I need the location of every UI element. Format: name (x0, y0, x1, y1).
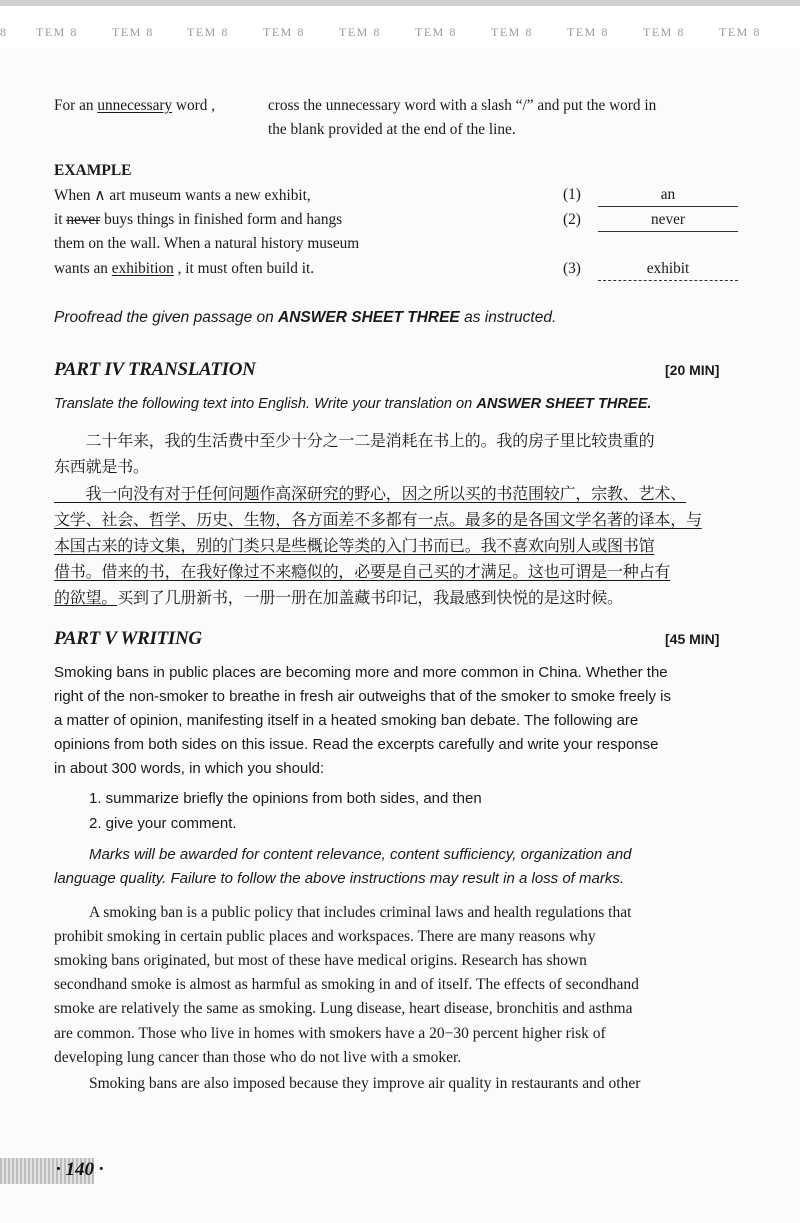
writing-task: 1. summarize briefly the opinions from both sides, and then (89, 790, 482, 807)
header-tem-label: TEM 8 (491, 25, 533, 39)
example-line: When ∧ art museum wants a new exhibit, (54, 187, 311, 204)
writing-prompt-line: Smoking bans in public places are becoming more and more common in China. Whether the (54, 664, 668, 681)
answer-number: (2) (563, 211, 581, 228)
header-tem-label: TEM 8 (643, 25, 685, 39)
instruction-label-word: unnecessary (97, 97, 173, 114)
example-line: it never buys things in finished form and hangs (54, 211, 343, 228)
instruction-label: For an unnecessary word , (54, 97, 216, 114)
page-number: · 140 · (56, 1159, 104, 1180)
part4-title: PART IV TRANSLATION (54, 359, 256, 380)
header-tem-label: TEM 8 (36, 25, 78, 39)
instruction-text-line1: cross the unnecessary word with a slash “/” and put the word in (268, 97, 657, 114)
translation-line: 借书。借来的书，在我好像过不来瘾似的，必要是自己买的才满足。这也可谓是一种占有 (54, 562, 671, 581)
passage-line: smoke are relatively the same as smoking. Lung disease, heart disease, bronchitis and asthma (54, 1000, 633, 1017)
part4-time: [20 MIN] (665, 362, 720, 378)
header-tem-label: TEM 8 (567, 25, 609, 39)
marks-note-line: Marks will be awarded for content relevance, content sufficiency, organization and (89, 846, 632, 863)
translation-line: 我一向没有对于任何问题作高深研究的野心，因之所以买的书范围较广，宗教、艺术、 (54, 484, 687, 503)
caret-mark: ∧ (94, 187, 106, 204)
header-tem-label: TEM 8 (263, 25, 305, 39)
writing-prompt-line: in about 300 words, in which you should: (54, 760, 325, 777)
writing-prompt-line: a matter of opinion, manifesting itself in a heated smoking ban debate. The following are (54, 712, 639, 729)
example-heading: EXAMPLE (54, 162, 132, 179)
page-header (0, 0, 800, 48)
proofread-instruction: Proofread the given passage on ANSWER SHEET THREE as instructed. (54, 309, 557, 326)
answer-number: (3) (563, 260, 581, 277)
passage-line: Smoking bans are also imposed because they improve air quality in restaurants and other (89, 1075, 641, 1092)
answer-blank: exhibit (598, 260, 738, 281)
answer-number: (1) (563, 186, 581, 203)
header-tem-label: TEM 8 (415, 25, 457, 39)
header-tem-label: TEM 8 (339, 25, 381, 39)
writing-prompt-line: right of the non-smoker to breathe in fresh air outweighs that of the smoker to smoke freely is (54, 688, 671, 705)
header-edge-mark: 8 (0, 25, 8, 39)
answer-blank: an (598, 186, 738, 207)
translation-line: 东西就是书。 (54, 457, 149, 476)
writing-prompt-line: opinions from both sides on this issue. Read the excerpts carefully and write your response (54, 736, 659, 753)
part5-title: PART V WRITING (54, 628, 202, 649)
passage-line: secondhand smoke is almost as harmful as smoking in and of itself. The effects of secondhand (54, 976, 639, 993)
struck-word: never (66, 211, 101, 228)
translation-line: 的欲望。买到了几册新书，一册一册在加盖藏书印记，我最感到快悦的是这时候。 (54, 588, 623, 607)
part4-instruction: Translate the following text into English. Write your translation on ANSWER SHEET THREE. (54, 396, 652, 412)
header-tem-label: TEM 8 (112, 25, 154, 39)
example-line: wants an exhibition , it must often build it. (54, 260, 315, 277)
translation-line: 本国古来的诗文集，别的门类只是些概论等类的入门书而已。我不喜欢向别人或图书馆 (54, 536, 655, 555)
part5-time: [45 MIN] (665, 631, 720, 647)
header-tem-label: TEM 8 (719, 25, 761, 39)
translation-line: 文学、社会、哲学、历史、生物，各方面差不多都有一点。最多的是各国文学名著的译本，与 (54, 510, 702, 529)
underlined-word: exhibition (111, 260, 174, 277)
writing-task: 2. give your comment. (89, 815, 237, 832)
translation-line: 二十年来，我的生活费中至少十分之一二是消耗在书上的。我的房子里比较贵重的 (54, 431, 655, 450)
passage-line: smoking bans originated, but most of these have medical origins. Research has shown (54, 952, 587, 969)
passage-line: A smoking ban is a public policy that includes criminal laws and health regulations that (89, 904, 632, 921)
marks-note-line: language quality. Failure to follow the above instructions may result in a loss of marks. (54, 870, 624, 887)
passage-line: are common. Those who live in homes with smokers have a 20−30 percent higher risk of (54, 1025, 606, 1042)
example-line: them on the wall. When a natural history museum (54, 235, 360, 252)
instruction-text-line2: the blank provided at the end of the line. (268, 121, 516, 138)
answer-blank: never (598, 211, 738, 232)
header-tem-label: TEM 8 (187, 25, 229, 39)
passage-line: prohibit smoking in certain public places and workspaces. There are many reasons why (54, 928, 596, 945)
passage-line: developing lung cancer than those who do not live with a smoker. (54, 1049, 462, 1066)
